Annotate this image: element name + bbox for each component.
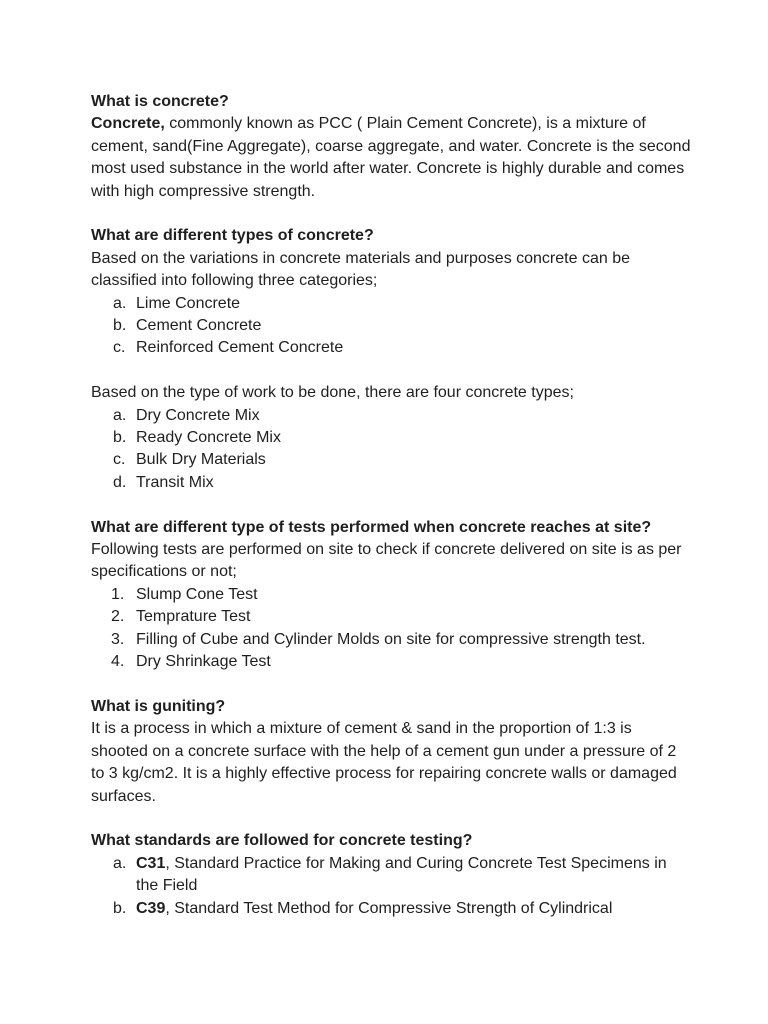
list-item <box>91 898 691 920</box>
list-marker: 1. <box>111 585 125 603</box>
lettered-list <box>91 853 691 920</box>
answer-paragraph: Following tests are performed on site to check if concrete delivered on site is as per specifications or not; <box>91 541 682 581</box>
list-item <box>91 853 691 898</box>
list-marker: d. <box>113 473 127 491</box>
list-item-text: Lime Concrete <box>136 294 241 312</box>
list-item <box>91 472 691 494</box>
question-heading: What is concrete? <box>91 93 229 110</box>
lettered-list <box>91 293 691 360</box>
numbered-list <box>91 584 691 674</box>
list-item-text: Slump Cone Test <box>136 585 258 603</box>
list-marker: 4. <box>111 653 125 671</box>
list-item <box>91 449 691 471</box>
lettered-list <box>91 405 691 495</box>
list-item <box>91 651 691 673</box>
answer-text: commonly known as PCC ( Plain Cement Concrete), is a mixture of cement, sand(Fine Aggregate), coarse aggregate, and water. Concrete is the second most used substance in the world after water. Concrete is highly durable and comes with high compressive strength. <box>91 115 691 200</box>
question-heading: What are different type of tests performed when concrete reaches at site? <box>91 518 652 536</box>
list-marker: c. <box>113 339 126 357</box>
list-item-text: Cement Concrete <box>136 317 262 335</box>
list-item <box>91 337 691 359</box>
list-item-text: , Standard Practice for Making and Curing Concrete Test Specimens in the Field <box>136 854 667 895</box>
list-item-text: Bulk Dry Materials <box>136 451 266 469</box>
list-item <box>91 293 691 315</box>
list-marker: a. <box>113 294 127 312</box>
bold-term: Concrete, <box>91 115 165 133</box>
list-item-text: Filling of Cube and Cylinder Molds on site for compressive strength test. <box>136 630 646 648</box>
list-item <box>91 427 691 449</box>
list-item-text: Transit Mix <box>136 473 214 491</box>
list-item <box>91 584 691 606</box>
document-body <box>91 91 691 920</box>
list-item-text: Temprature Test <box>136 608 251 626</box>
list-marker: a. <box>113 406 127 424</box>
list-item-text: Reinforced Cement Concrete <box>136 339 344 357</box>
list-marker: b. <box>113 899 127 917</box>
question-heading: What is guniting? <box>91 697 226 715</box>
list-item <box>91 405 691 427</box>
question-heading: What are different types of concrete? <box>91 227 374 245</box>
list-marker: c. <box>113 451 126 469</box>
list-marker: a. <box>113 854 127 872</box>
standard-code: C31 <box>136 854 166 872</box>
list-item <box>91 629 691 651</box>
answer-paragraph: Based on the variations in concrete materials and purposes concrete can be classified into following three categories; <box>91 249 630 290</box>
list-marker: b. <box>113 317 127 335</box>
list-item-text: Dry Shrinkage Test <box>136 653 271 671</box>
list-marker: b. <box>113 429 127 447</box>
list-item-text: Ready Concrete Mix <box>136 429 281 447</box>
list-item-text: , Standard Test Method for Compressive Strength of Cylindrical <box>165 899 613 917</box>
question-heading: What standards are followed for concrete testing? <box>91 832 473 850</box>
list-marker: 3. <box>111 630 125 648</box>
list-item <box>91 315 691 337</box>
standard-code: C39 <box>136 899 166 917</box>
answer-paragraph <box>91 113 691 203</box>
list-item <box>91 606 691 628</box>
list-marker: 2. <box>111 608 125 626</box>
answer-paragraph: Based on the type of work to be done, there are four concrete types; <box>91 384 574 402</box>
list-item-text: Dry Concrete Mix <box>136 406 260 424</box>
answer-paragraph: It is a process in which a mixture of cement & sand in the proportion of 1:3 is shooted on a concrete surface with the help of a cement gun under a pressure of 2 to 3 kg/cm2. It is a highly effective process for repairing concrete walls or damaged surfaces. <box>91 720 677 805</box>
